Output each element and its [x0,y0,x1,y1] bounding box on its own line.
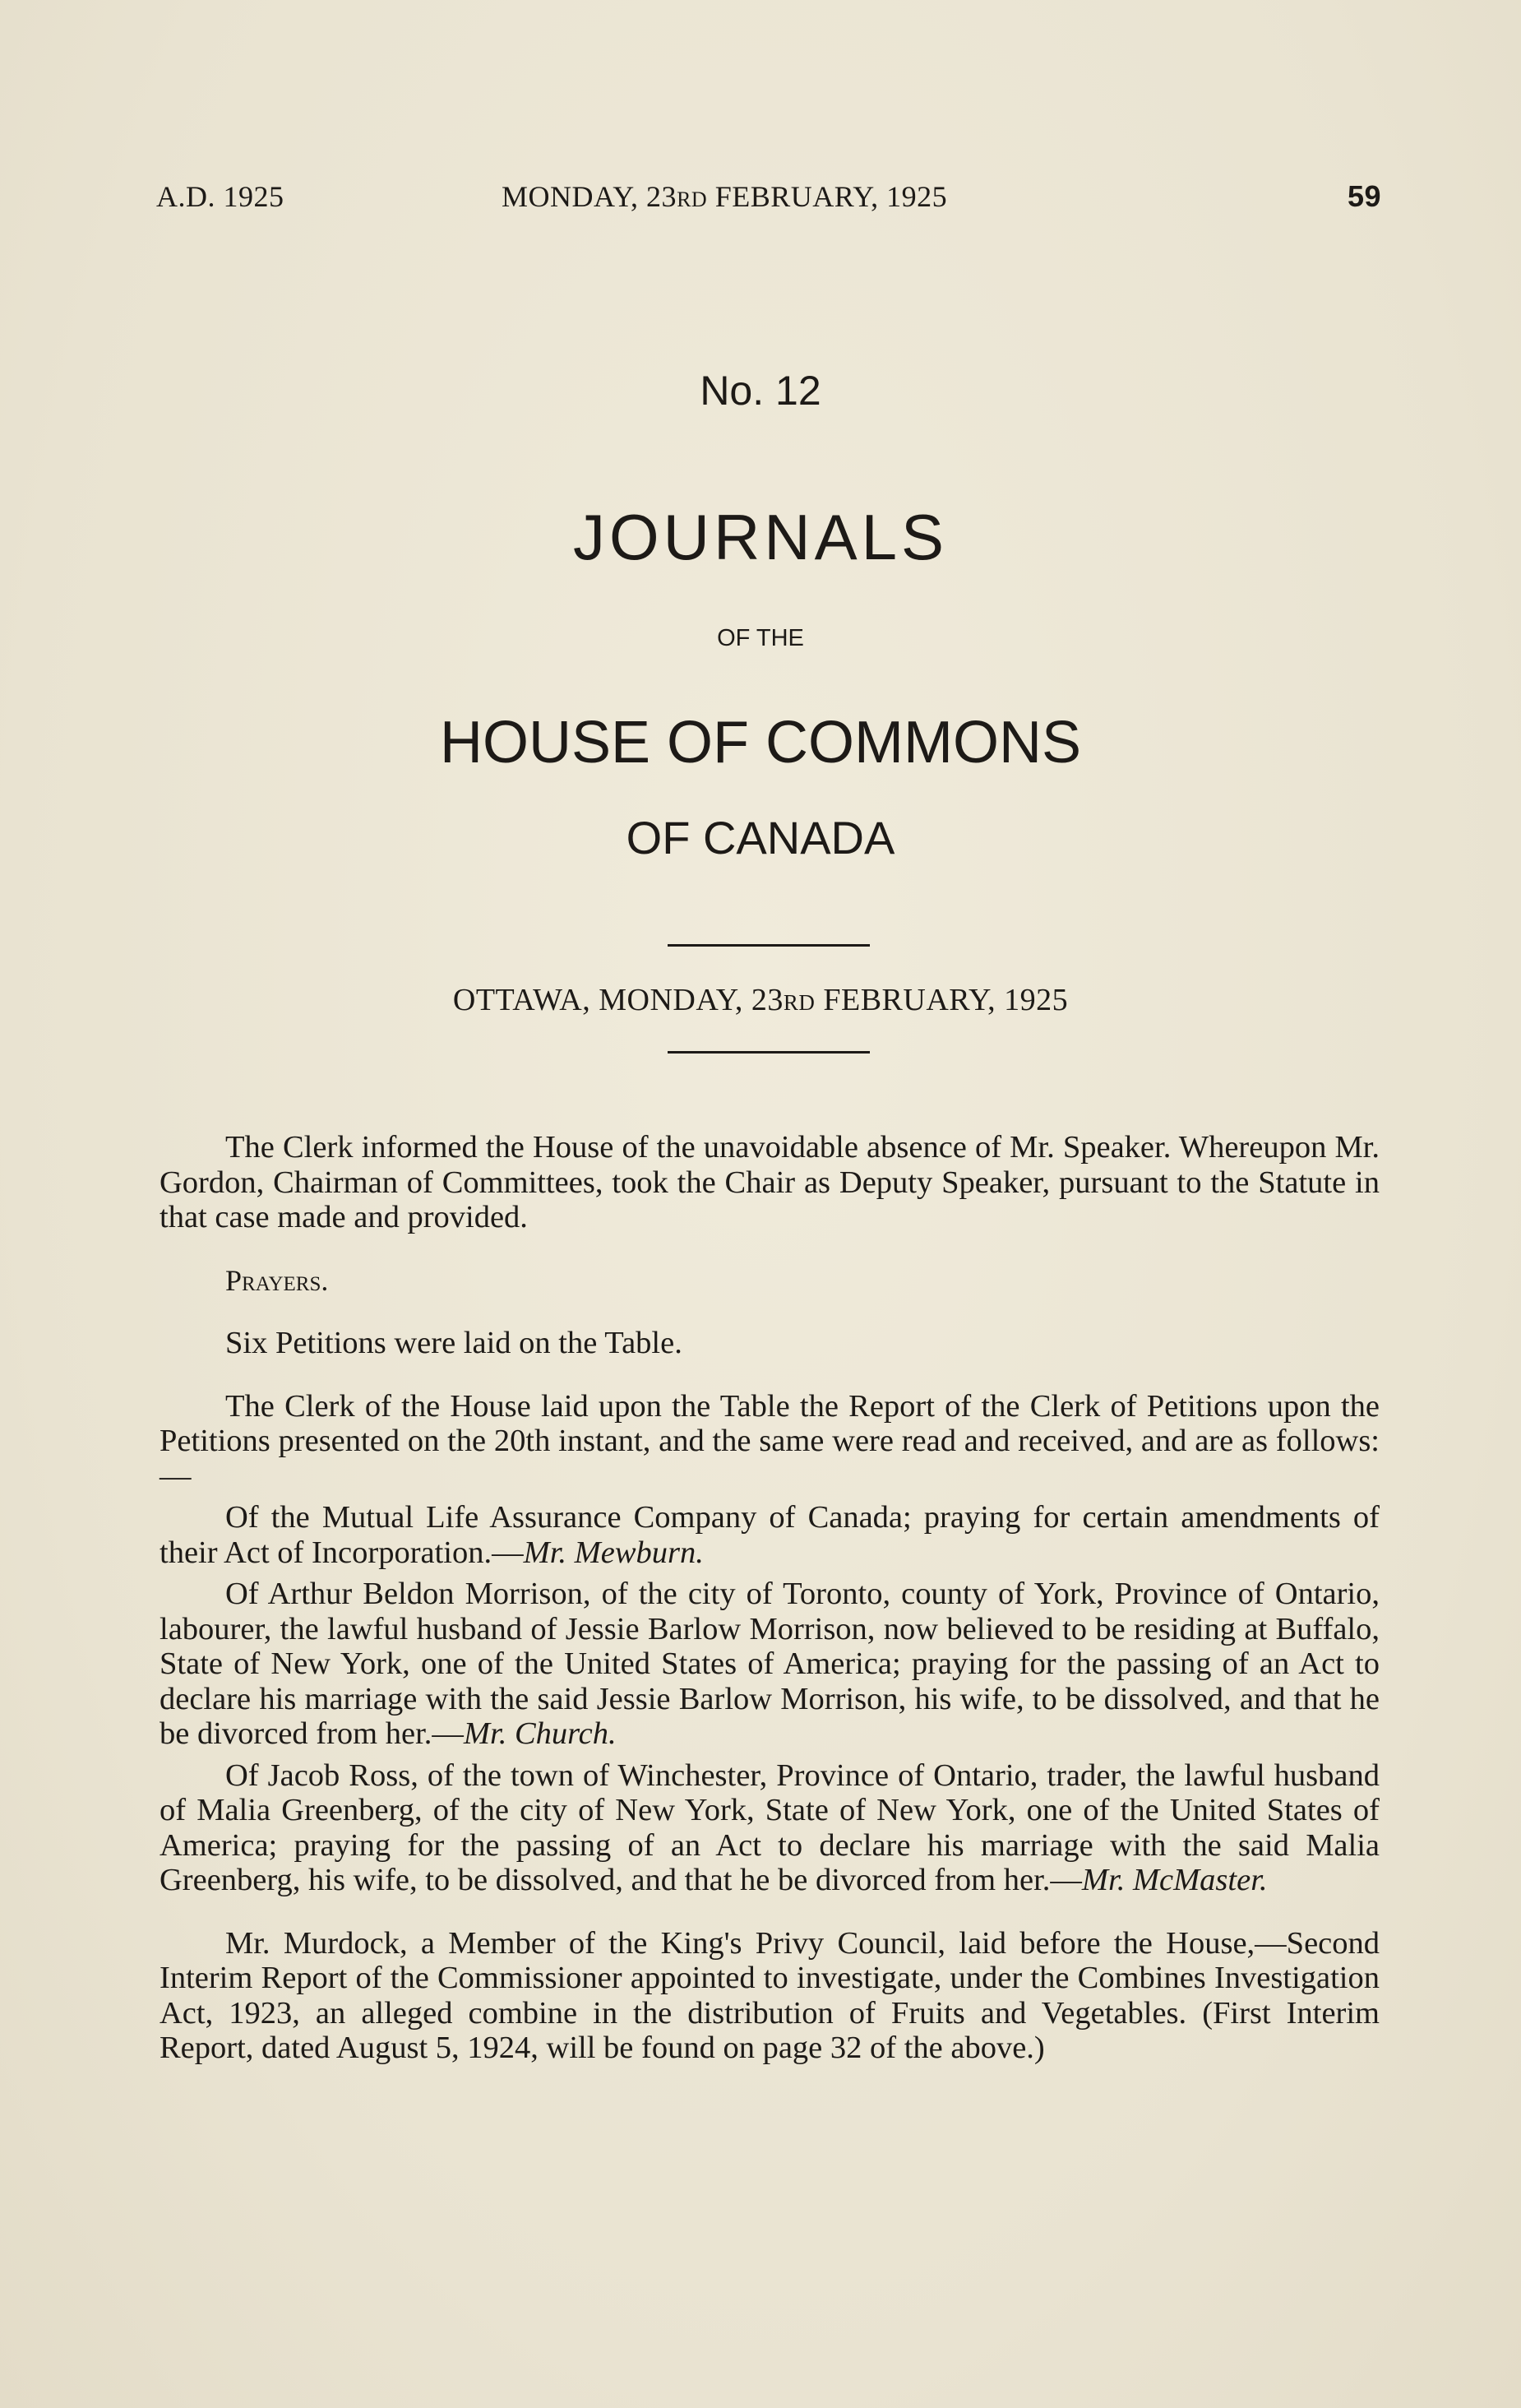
dateline [0,982,1521,1018]
petition-ross [159,1758,1380,1898]
header-year: A.D. 1925 [156,180,284,213]
petition-member: Mr. Mewburn. [523,1535,704,1570]
rule-divider-top [668,944,870,947]
country-title: OF CANADA [626,812,895,864]
running-head [156,179,1381,220]
petition-text: Of Arthur Beldon Morrison, of the city of Toronto, county of York, Province of Ontario, labourer, the lawful husband of Jessie Barlow Morrison, now believed to be residing at Buffalo, State of New York, one of the United States of America; praying for the passing of an Act to declare his marriage with the said Jessie Barlow Morrison, his wife, to be dissolved, and that he be divorced from her.— [159,1577,1380,1751]
petition-morrison [159,1577,1380,1752]
rule-divider-bottom [668,1051,870,1054]
paragraph-clerk-absence: The Clerk informed the House of the unavoidable absence of Mr. Speaker. Whereupon Mr. Gordon, Chairman of Committees, took the Chair as Deputy Speaker, pursuant to the Statute in that case made and provided. [159,1130,1380,1234]
petition-mutual-life [159,1500,1380,1570]
header-date-sup: RD [677,188,708,211]
petition-member: Mr. McMaster. [1081,1863,1268,1897]
paragraph-clerk-report: The Clerk of the House laid upon the Table the Report of the Clerk of Petitions upon the Petitions presented on the 20th instant, and the same were read and received, and are as follows:— [159,1388,1380,1493]
dateline-pre: OTTAWA, MONDAY, 23 [452,983,784,1017]
petition-text: Of the Mutual Life Assurance Company of Canada; praying for certain amendments of their Act of Incorporation.— [159,1500,1380,1570]
header-date-post: FEBRUARY, 1925 [707,180,948,213]
journal-title: JOURNALS [572,501,949,573]
header-date [502,179,947,214]
prayers-heading [159,1263,1380,1299]
paragraph-petitions-laid: Six Petitions were laid on the Table. [225,1326,682,1360]
journal-body [159,1130,1380,2066]
journal-number: No. 12 [700,368,821,414]
paragraph-combines-report: Mr. Murdock, a Member of the King's Privy Council, laid before the House,—Second Interim Report of the Commissioner appointed to investigate, under the Combines Investigation Act, 1923, an alleged combine in the distribution of Fruits and Vegetables. (First Interim Report, dated August 5, 1924, will be found on page 32 of the above.) [159,1925,1380,2065]
prayers-label: Prayers. [225,1263,329,1297]
title-of-the: OF THE [717,625,804,651]
page-number: 59 [1347,179,1381,213]
petition-member: Mr. Church. [463,1716,617,1751]
house-title: HOUSE OF COMMONS [439,710,1081,776]
dateline-post: FEBRUARY, 1925 [815,983,1069,1017]
header-date-pre: MONDAY, 23 [502,180,677,213]
petition-text: Of Jacob Ross, of the town of Winchester, Province of Ontario, trader, the lawful husband of Malia Greenberg, of the city of New York, State of New York, one of the United States of America; praying for the passing of an Act to declare his marriage with the said Malia Greenberg, his wife, to be dissolved, and that he be divorced from her.— [159,1757,1380,1897]
dateline-sup: RD [783,990,816,1015]
